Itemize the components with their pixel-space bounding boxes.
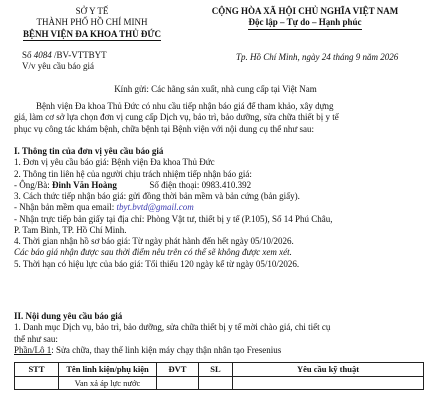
doc-number-prefix: Số xyxy=(22,50,32,60)
place-date xyxy=(236,52,398,63)
section-2-item-1-line-1: 1. Danh mục Dịch vụ, bảo trì, bảo dưỡng, sửa chữa thiết bị y tế mời chào giá, chi tiết cụ xyxy=(14,322,331,333)
section-1-item-5: 5. Thời hạn có hiệu lực của báo giá: Tối thiểu 120 ngày kể từ ngày 05/10/2026. xyxy=(14,258,300,269)
section-1-item-1: 1. Đơn vị yêu cầu báo giá: Bệnh viện Đa khoa Thủ Đức xyxy=(14,157,215,168)
section-2-item-1-line-2: thể như sau: xyxy=(14,333,58,344)
greeting: Kính gửi: Các hãng sản xuất, nhà cung cấp tại Việt Nam xyxy=(114,84,317,94)
column-header-unit: ĐVT xyxy=(157,363,199,377)
section-2 xyxy=(14,311,421,356)
month-label: tháng xyxy=(333,52,354,62)
date-month: 9 xyxy=(355,52,361,62)
email-address[interactable]: tbyt.bvtd@gmail.com xyxy=(116,202,194,213)
section-1-item-4: 4. Thời gian nhận hồ sơ báo giá: Từ ngày phát hành đến hết ngày 05/10/2026. xyxy=(14,236,294,246)
contact-name: Đinh Văn Hoàng xyxy=(52,179,117,190)
national-header xyxy=(180,6,430,30)
lot-description: : Sửa chữa, thay thế linh kiện máy chạy thận nhân tạo Fresenius xyxy=(51,344,282,355)
lot-label: Phần/Lô 1 xyxy=(14,344,52,355)
intro-paragraph xyxy=(14,101,421,135)
paper-address-line-1: - Nhận trực tiếp bản giấy tại địa chỉ: Phòng Vật tư, thiết bị y tế (P.105), Số 14 Phú Châu, xyxy=(14,213,333,224)
national-motto-text: Độc lập – Tự do – Hạnh phúc xyxy=(248,17,361,29)
section-2-title: II. Nội dung yêu cầu báo giá xyxy=(14,311,123,321)
hospital-name-text: BỆNH VIỆN ĐA KHOA THỦ ĐỨC xyxy=(23,29,161,41)
intro-line: Bệnh viện Đa khoa Thủ Đức có nhu cầu tiếp nhận báo giá để tham khảo, xây dựng xyxy=(36,101,334,111)
table-cell xyxy=(199,376,233,390)
table-cell xyxy=(157,376,199,390)
table-cell xyxy=(15,376,59,390)
email-label: - Nhận bản mềm qua email: xyxy=(14,202,115,213)
intro-line: giá, làm cơ sở lựa chọn đơn vị cung cấp Dịch vụ, bảo trì, bảo dưỡng, sửa chữa thiết bị y tế xyxy=(14,112,339,123)
items-table xyxy=(14,362,424,390)
column-header-name: Tên linh kiện/phụ kiện xyxy=(59,363,157,377)
section-1-item-2: 2. Thông tin liên hệ của người chịu trách nhiệm tiếp nhận báo giá: xyxy=(14,168,252,179)
email-line xyxy=(14,202,421,213)
table-cell: Van xả áp lực nước xyxy=(59,376,157,390)
table-header-row xyxy=(15,363,424,377)
paper-address-line-2: P. Tam Bình, TP. Hồ Chí Minh. xyxy=(14,224,127,235)
document-number-block xyxy=(22,50,162,73)
document-number xyxy=(22,50,107,60)
contact-label: - Ông/Bà: xyxy=(14,179,50,190)
intro-line: phục vụ công tác khám bệnh, chữa bệnh tại Bệnh viện với nội dung cụ thể như sau: xyxy=(14,123,314,134)
doc-number-value: 4084 xyxy=(33,50,52,60)
ministry-name: SỞ Y TẾ xyxy=(75,6,109,16)
section-1-title: I. Thông tin của đơn vị yêu cầu báo giá xyxy=(14,146,164,156)
national-motto xyxy=(180,17,430,29)
column-header-qty: SL xyxy=(199,363,233,377)
city-name: THÀNH PHỐ HỒ CHÍ MINH xyxy=(36,17,148,28)
late-submission-note: Các báo giá nhận được sau thời điểm nêu trên có thể sẽ không được xem xét. xyxy=(14,247,292,258)
column-header-stt: STT xyxy=(15,363,59,377)
table-row xyxy=(15,376,424,390)
section-1 xyxy=(14,146,421,270)
contact-line xyxy=(14,180,421,191)
lot-line xyxy=(14,345,421,356)
issuer-block xyxy=(22,6,162,41)
date-day: 24 xyxy=(321,52,331,62)
doc-number-suffix: /BV-VTTBYT xyxy=(54,50,107,60)
column-header-requirements: Yêu cầu kỹ thuật xyxy=(233,363,424,377)
section-1-item-3: 3. Cách thức tiếp nhận báo giá: gửi đồng thời bản mềm và bản cứng (bản giấy). xyxy=(14,191,300,201)
place-label: Tp. Hồ Chí Minh, ngày xyxy=(236,52,320,62)
phone-label: Số điện thoại: xyxy=(149,179,200,190)
phone-number: 0983.410.392 xyxy=(201,179,252,190)
document-subject: V/v yêu cầu báo giá xyxy=(22,61,94,72)
hospital-name xyxy=(22,29,162,41)
nation-title: CỘNG HÒA XÃ HỘI CHỦ NGHĨA VIỆT NAM xyxy=(211,6,399,16)
year-label: năm 2026 xyxy=(362,52,399,62)
table-cell xyxy=(233,376,424,390)
